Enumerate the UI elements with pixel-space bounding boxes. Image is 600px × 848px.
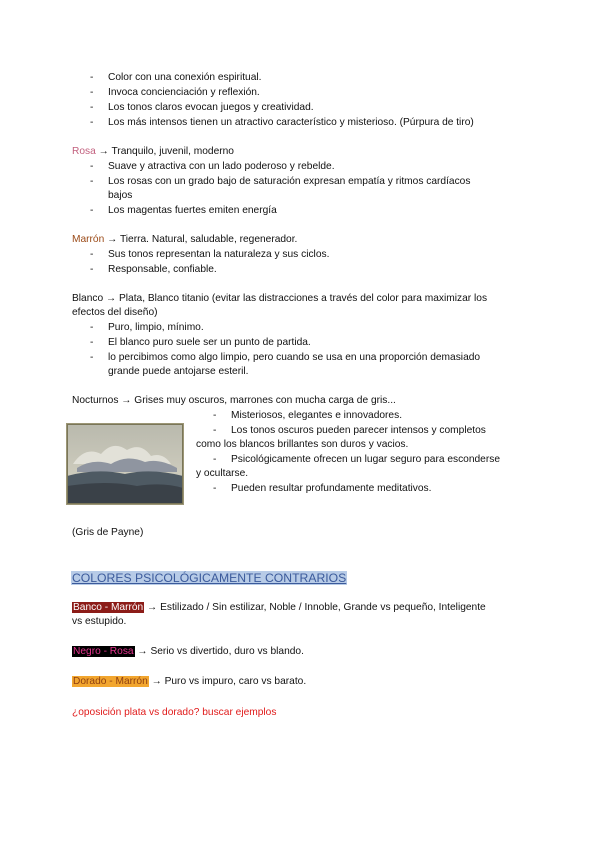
marron-item: Responsable, confiable. <box>108 264 217 275</box>
marron-item: Sus tonos representan la naturaleza y sus ciclos. <box>108 249 330 260</box>
nocturnos-item-continued: como los blancos brillantes son duros y vacios. <box>196 439 409 450</box>
bullet-dash: - <box>90 72 94 83</box>
negro-rosa-text: → Serio vs divertido, duro vs blando. <box>134 646 304 657</box>
marron-description: → Tierra. Natural, saludable, regenerador. <box>104 234 298 245</box>
nocturnos-item: Los tonos oscuros pueden parecer intensos y completos <box>231 425 486 436</box>
nocturnos-item: Psicológicamente ofrecen un lugar seguro para esconderse <box>231 454 500 465</box>
rosa-item: Los magentas fuertes emiten energía <box>108 205 277 216</box>
bullet-dash: - <box>90 337 94 348</box>
blanco-item: El blanco puro suele ser un punto de partida. <box>108 337 311 348</box>
bullet-dash: - <box>90 117 94 128</box>
bullet-dash: - <box>90 102 94 113</box>
bullet-dash: - <box>90 322 94 333</box>
rosa-description: → Tranquilo, juvenil, moderno <box>95 146 234 157</box>
rosa-label: Rosa <box>72 146 96 157</box>
nocturnos-item: Misteriosos, elegantes e innovadores. <box>231 410 403 421</box>
bullet-dash: - <box>90 352 94 363</box>
gris-de-payne-caption: (Gris de Payne) <box>72 527 144 538</box>
bullet-dash: - <box>213 425 217 436</box>
open-question-note: ¿oposición plata vs dorado? buscar ejemplos <box>72 707 277 718</box>
dorado-marron-label: Dorado - Marrón <box>73 676 148 687</box>
pair-blanco-marron <box>72 601 486 615</box>
purpura-item: Color con una conexión espiritual. <box>108 72 262 83</box>
dorado-marron-text: → Puro vs impuro, caro vs barato. <box>148 676 307 687</box>
bullet-dash: - <box>90 264 94 275</box>
blanco-marron-text: → Estilizado / Sin estilizar, Noble / Innoble, Grande vs pequeño, Inteligente <box>144 602 486 613</box>
landscape-painting-graphic <box>67 424 183 504</box>
nocturnos-item: Pueden resultar profundamente meditativos. <box>231 483 432 494</box>
bullet-dash: - <box>90 87 94 98</box>
purpura-item: Los más intensos tienen un atractivo característico y misterioso. (Púrpura de tiro) <box>108 117 474 128</box>
blanco-heading-continued: efectos del diseño) <box>72 307 158 318</box>
purpura-item: Los tonos claros evocan juegos y creatividad. <box>108 102 314 113</box>
pair-negro-rosa <box>72 645 304 659</box>
nocturnos-heading: Nocturnos → Grises muy oscuros, marrones con mucha carga de gris... <box>72 395 396 406</box>
blanco-item-continued: grande puede antojarse esteril. <box>108 366 249 377</box>
bullet-dash: - <box>90 176 94 187</box>
bullet-dash: - <box>90 161 94 172</box>
rosa-heading <box>72 145 234 159</box>
section-heading <box>71 570 347 588</box>
bullet-dash: - <box>213 454 217 465</box>
blanco-marron-text-continued: vs estupido. <box>72 616 127 627</box>
bullet-dash: - <box>213 410 217 421</box>
bullet-dash: - <box>90 249 94 260</box>
negro-rosa-label: Negro - Rosa <box>73 646 134 657</box>
marron-label: Marrón <box>72 234 105 245</box>
nocturnos-item-continued: y ocultarse. <box>196 468 249 479</box>
rosa-item-continued: bajos <box>108 190 133 201</box>
pair-dorado-marron <box>72 675 306 689</box>
purpura-item: Invoca concienciación y reflexión. <box>108 87 260 98</box>
rosa-item: Los rosas con un grado bajo de saturación expresan empatía y ritmos cardíacos <box>108 176 471 187</box>
bullet-dash: - <box>90 205 94 216</box>
marron-heading <box>72 233 297 247</box>
bullet-dash: - <box>213 483 217 494</box>
blanco-heading: Blanco → Plata, Blanco titanio (evitar las distracciones a través del color para maximizar los <box>72 293 488 304</box>
blanco-item: lo percibimos como algo limpio, pero cuando se usa en una proporción demasiado <box>108 352 481 363</box>
contrarios-heading: COLORES PSICOLÓGICAMENTE CONTRARIOS <box>72 571 347 585</box>
rosa-item: Suave y atractiva con un lado poderoso y rebelde. <box>108 161 335 172</box>
blanco-item: Puro, limpio, mínimo. <box>108 322 204 333</box>
blanco-marron-label: Banco - Marrón <box>73 602 144 613</box>
payne-grey-painting <box>66 423 184 505</box>
